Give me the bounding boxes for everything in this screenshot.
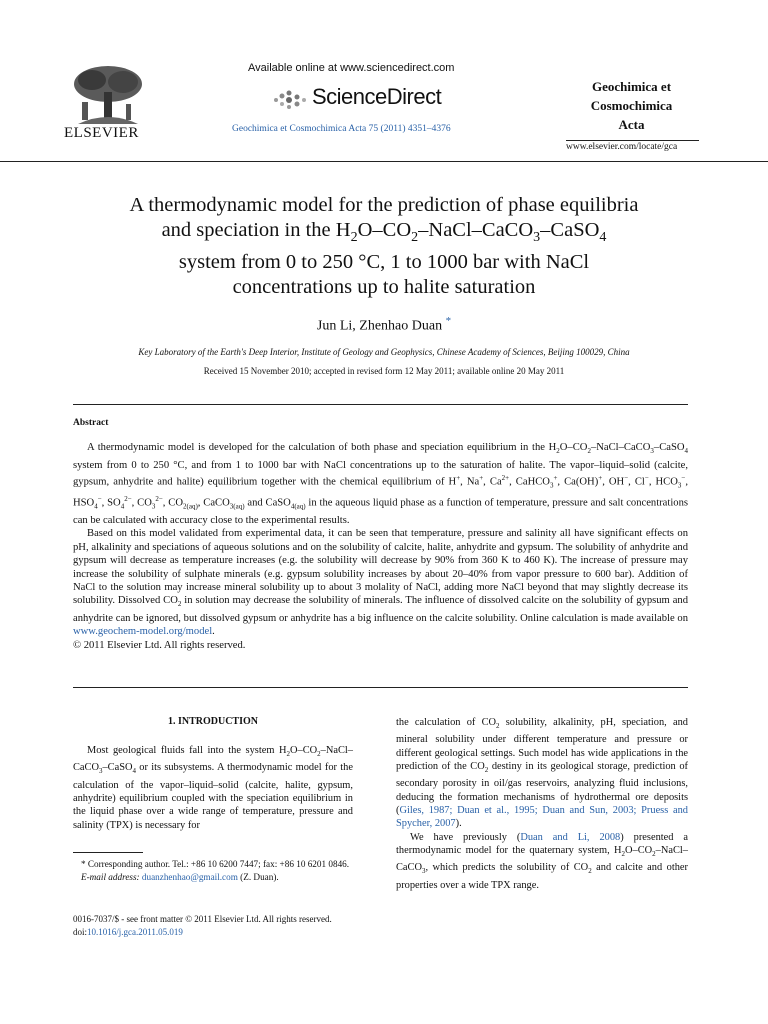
citation-link[interactable]: Duan and Li, 2008	[520, 831, 621, 843]
front-matter-info	[73, 913, 332, 938]
publisher-name: ELSEVIER	[64, 125, 139, 141]
article-title: A thermodynamic model for the prediction of phase equilibria and speciation in the $H_2O-CO_2-NaCl-CaCO_3-CaSO_4$ system from 0 to 250 °C, 1 to 1000 bar with NaCl concentrations up to halite saturation	[129, 194, 639, 299]
intro-left-column: Most geological fluids fall into the system $H_2O-CO_2-NaCl-CaCO_3-CaSO_4$ or its subsystems. A thermodynamic model for the calculation of the vapor–liquid–solid (calcite, halite, gypsum, anhydrite) equilibrium coupled with the speciation equilibrium in the liquid phase over a wide range of temperature, pressure and salinity (TPX) is necessary for	[73, 745, 353, 831]
affiliation: Key Laboratory of the Earth's Deep Interior, Institute of Geology and Geophysics, Chinese Academy of Sciences, Beijing 100029, China	[138, 347, 630, 357]
sciencedirect-dots-icon	[272, 88, 308, 112]
intro-right-column: the calculation of $CO_2$ solubility, alkalinity, pH, speciation, and mineral solubility under different temperature and pressure or different geological settings. Such model has wide applications in the prediction of the $CO_2$ destiny in its geological storage, prediction of secondary porosity in oil/gas reservoirs, analyzing fluid inclusions, deducing the formation mechanisms of hydrothermal ore deposits (Giles, 1987; Duan et al., 1995; Duan and Sun, 2003; Pruess and Spycher, 2007). We have previously (Duan and Li, 2008) presented a thermodynamic model for the quaternary system, $H_2O-CO_2-NaCl-CaCO_3$, which predicts the solubility of $CO_2$ and calcite and other properties over a wide TPX range.	[396, 717, 689, 891]
issn-line: 0016-7037/$ - see front matter © 2011 Elsevier Ltd. All rights reserved.	[73, 914, 332, 924]
footnote	[73, 858, 353, 883]
abstract-body	[73, 441, 688, 652]
doi-line: doi:10.1016/j.gca.2011.05.019	[73, 926, 183, 937]
abstract-bottom-rule	[73, 687, 688, 688]
sciencedirect-wordmark: ScienceDirect	[312, 84, 442, 109]
footnote-email: E-mail address: duanzhenhao@gmail.com (Z. Duan).	[81, 871, 279, 882]
abstract-top-rule	[73, 404, 688, 405]
header-short-rule	[566, 140, 699, 141]
citation-link[interactable]: Giles, 1987; Duan et al., 1995; Duan and Sun, 2003; Pruess and Spycher, 2007	[396, 804, 688, 830]
abstract-heading: Abstract	[73, 418, 109, 428]
header-divider	[0, 161, 768, 162]
journal-url-link[interactable]: www.elsevier.com/locate/gca	[566, 142, 678, 152]
model-website-link[interactable]: www.geochem-model.org/model	[73, 626, 213, 638]
abstract-paragraph-2: Based on this model validated from experimental data, it can be seen that temperature, pressure and salinity all have significant effects on pH, alkalinity and speciations of aqueous solutions and on the solubility of calcite, halite, anhydrite and gypsum. The solubility of anhydrite and gypsum will decrease as temperature increases (e.g. the solubility will decrease by 90% from 360 K to 460 K). The increase of pressure may increase the solubility of sulphate minerals (e.g. gypsum solubility increases by about 20–40% from vapor pressure to 600 bar). Addition of NaCl to the solution may increase mineral solubility up to about 3 molality of NaCl, adding more NaCl beyond that may slightly decrease its solubility. Dissolved $CO_2$ in solution may decrease the solubility of minerals. The influence of dissolved calcite on the solubility of gypsum and anhydrite can be ignored, but dissolved gypsum or anhydrite has a big influence on the calcite solubility. Online calculation is made available on www.geochem-model.org/model.	[73, 528, 688, 638]
journal-reference-link[interactable]: Geochimica et Cosmochimica Acta 75 (2011) 4351–4376	[232, 124, 451, 134]
elsevier-tree-logo	[68, 62, 148, 132]
journal-name: Geochimica et Cosmochimica Acta	[590, 79, 673, 132]
author-email-link[interactable]: duanzhenhao@gmail.com	[141, 871, 238, 882]
copyright-notice: © 2011 Elsevier Ltd. All rights reserved.	[73, 639, 246, 651]
authors: Jun Li, Zhenhao Duan *	[316, 315, 452, 334]
corresponding-author-link[interactable]: *	[445, 315, 452, 327]
abstract-paragraph-1: A thermodynamic model is developed for the calculation of both phase and speciation equilibrium in the $H_2O-CO_2-NaCl-CaCO_3-CaSO_4$ system from 0 to 250 °C, and from 1 to 1000 bar with NaCl concentrations up to the saturation of halite. The vapor–liquid–solid (calcite, gypsum, anhydrite and halite) equilibrium together with the chemical equilibrium of H+, Na+, $Ca^{2+}$, CaHCO$_3$+, Ca(OH)+, OH−, Cl−, $HCO_3^-$, $HSO_4^-$, $SO_4^{2-}$, $CO_3^{2-}$, $CO_{2(aq)}$, CaCO$_{3(aq)}$ and CaSO$_{4(aq)}$ in the aqueous liquid phase as a function of temperature, pressure and salt concentrations can be calculated with accuracy close to the experimental results.	[73, 442, 689, 527]
footnote-rule	[73, 852, 143, 853]
available-online-text[interactable]: Available online at www.sciencedirect.com	[248, 62, 455, 74]
introduction-heading: 1. INTRODUCTION	[167, 716, 258, 727]
doi-link[interactable]: 10.1016/j.gca.2011.05.019	[87, 926, 183, 937]
received-dates: Received 15 November 2010; accepted in revised form 12 May 2011; available online 20 May 2011	[203, 366, 565, 376]
footnote-corresponding: * Corresponding author. Tel.: +86 10 6200 7447; fax: +86 10 6201 0846.	[81, 859, 350, 869]
sciencedirect-logo[interactable]	[272, 84, 441, 112]
